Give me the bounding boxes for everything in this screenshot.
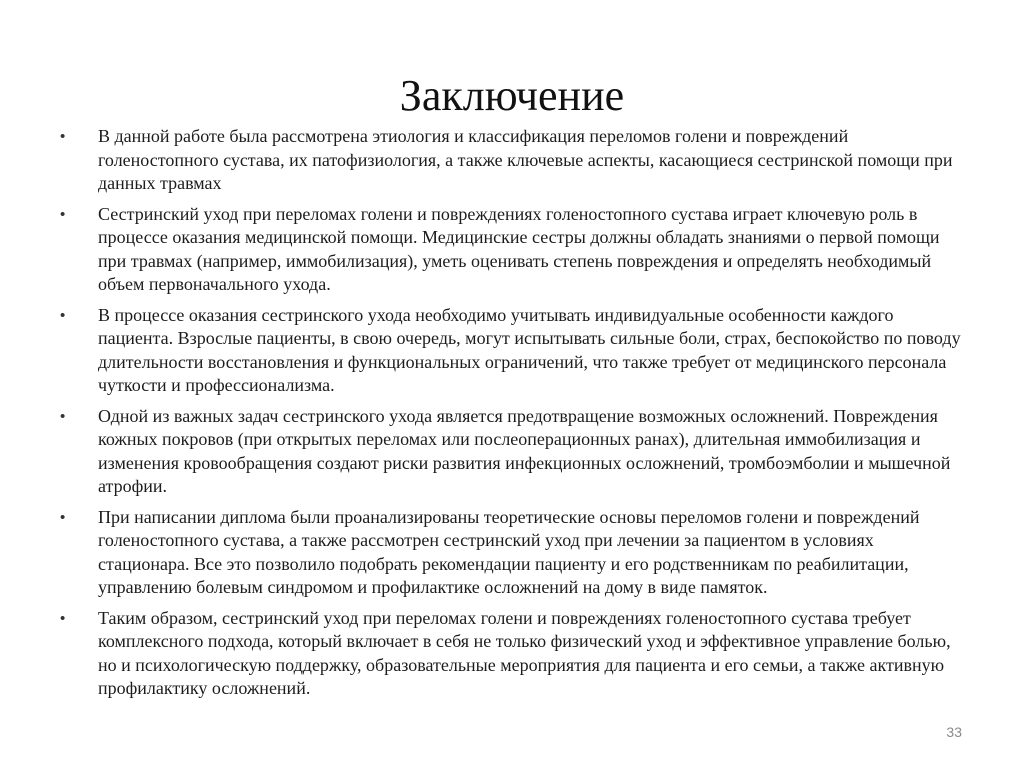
bullet-icon: • <box>60 205 66 223</box>
bullet-item <box>60 607 965 701</box>
bullet-text: В процессе оказания сестринского ухода необходимо учитывать индивидуальные особенности каждого пациента. Взрослые пациенты, в свою очередь, могут испытывать сильные боли, страх, беспокойство по поводу длительности восстановления и функциональных ограничений, что также требует от медицинского персонала чуткости и профессионализма. <box>98 304 961 395</box>
bullet-icon: • <box>60 508 66 526</box>
bullet-icon: • <box>60 609 66 627</box>
bullet-text: Сестринский уход при переломах голени и повреждениях голеностопного сустава играет ключевую роль в процессе оказания медицинской помощи. Медицинские сестры должны обладать знаниями о первой помощи при травмах (например, иммобилизация), уметь оценивать степень повреждения и определять необходимый объем первоначального ухода. <box>98 203 940 294</box>
bullet-icon: • <box>60 128 66 145</box>
bullet-icon: • <box>60 407 66 425</box>
page-number: 33 <box>946 724 962 740</box>
bullet-text: При написании диплома были проанализированы теоретические основы переломов голени и повреждений голеностопного сустава, а также рассмотрен сестринский уход при лечении за пациентом в условиях стационара. Все это позволило подобрать рекомендации пациенту и его родственникам по реабилитации, управлению болевым синдромом и профилактике осложнений на дому в виде памяток. <box>98 506 920 597</box>
bullet-item <box>60 203 965 297</box>
bullet-item <box>60 506 965 600</box>
bullet-item <box>60 304 965 398</box>
bullet-item <box>60 405 965 499</box>
bullet-item <box>60 125 965 196</box>
slide-title: Заключение <box>399 71 625 120</box>
bullet-text: В данной работе была рассмотрена этиология и классификация переломов голени и повреждений голеностопного сустава, их патофизиология, а также ключевые аспекты, касающиеся сестринской помощи при данных травмах <box>98 126 953 193</box>
bullet-list <box>60 125 965 708</box>
bullet-text: Одной из важных задач сестринского ухода является предотвращение возможных осложнений. Повреждения кожных покровов (при открытых переломах или послеоперационных ранах), длительная иммобилизация и изменения кровообращения создают риски развития инфекционных осложнений, тромбоэмболии и мышечной атрофии. <box>98 405 951 496</box>
bullet-text: Таким образом, сестринский уход при переломах голени и повреждениях голеностопного сустава требует комплексного подхода, который включает в себя не только физический уход и эффективное управление болью, но и психологическую поддержку, образовательные мероприятия для пациента и его семьи, а также активную профилактику осложнений. <box>98 607 951 698</box>
bullet-icon: • <box>60 306 66 324</box>
